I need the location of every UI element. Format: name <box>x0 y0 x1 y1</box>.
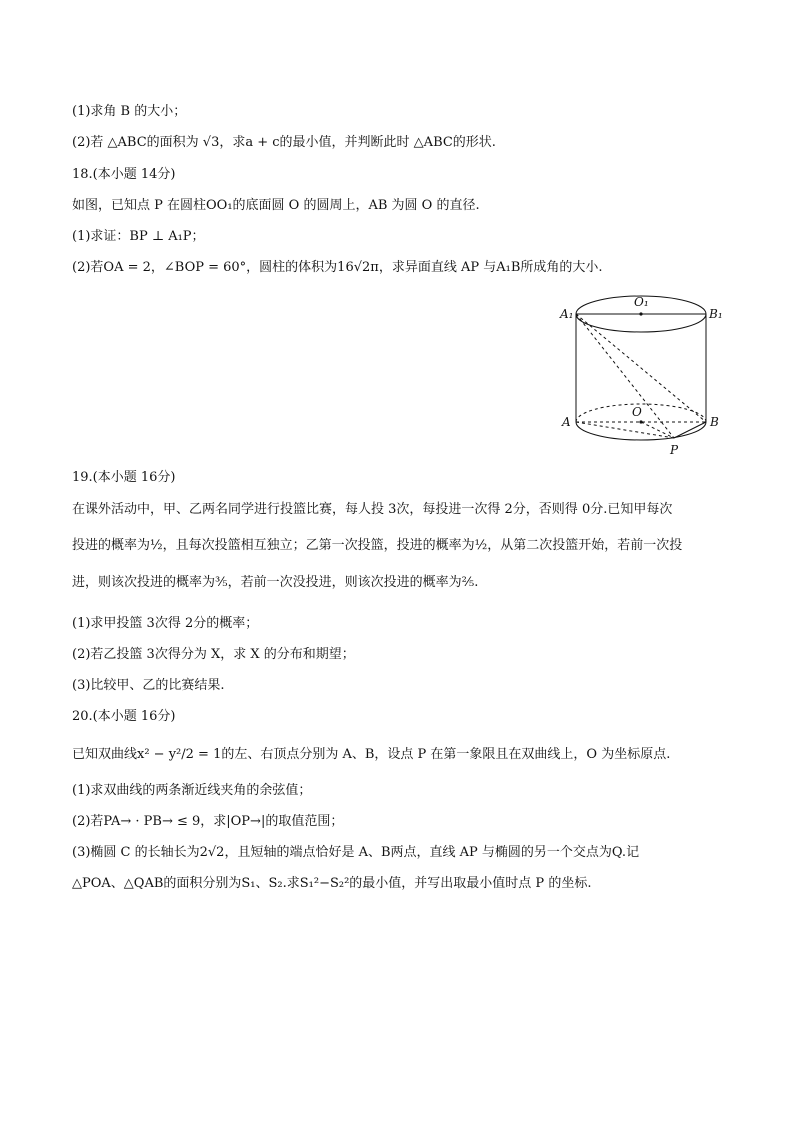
segment-ap <box>576 422 674 438</box>
q20-part2: (2)若PA→ · PB→ ≤ 9，求|OP→|的取值范围； <box>72 814 344 829</box>
q19-stem-line3: 进，则该次投进的概率为⅗，若前一次没投进，则该次投进的概率为⅖. <box>72 575 479 590</box>
q18-stem: 如图，已知点 P 在圆柱OO₁的底面圆 O 的圆周上，AB 为圆 O 的直径. <box>72 198 480 213</box>
q19-heading: 19.(本小题 16分) <box>72 470 176 485</box>
cylinder-figure <box>556 292 726 462</box>
q19-part1: (1)求甲投篮 3次得 2分的概率； <box>72 616 259 631</box>
label-o1: O₁ <box>634 295 649 309</box>
label-p: P <box>670 443 679 457</box>
label-o: O <box>632 405 642 419</box>
point-o1 <box>639 312 642 315</box>
q18-heading: 18.(本小题 14分) <box>72 167 176 182</box>
q17-part2: (2)若 △ABC的面积为 √3，求a + c的最小值，并判断此时 △ABC的形状. <box>72 135 496 150</box>
label-a: A <box>562 415 571 429</box>
q19-stem-line1: 在课外活动中，甲、乙两名同学进行投篮比赛，每人投 3次，每投进一次得 2分，否则得 0分.已知甲每次 <box>72 502 673 517</box>
q20-stem: 已知双曲线x² − y²/2 = 1的左、右顶点分别为 A、B，设点 P 在第一象限且在双曲线上，O 为坐标原点. <box>72 747 671 762</box>
q18-part1: (1)求证：BP ⊥ A₁P； <box>72 229 205 244</box>
label-a1: A₁ <box>560 307 574 321</box>
q20-part3-line2: △POA、△QAB的面积分别为S₁、S₂.求S₁²−S₂²的最小值，并写出取最小值时点 P 的坐标. <box>72 876 592 891</box>
q18-part2: (2)若OA = 2，∠BOP = 60°，圆柱的体积为16√2π，求异面直线 AP 与A₁B所成角的大小. <box>72 260 603 275</box>
q17-part1: (1)求角 B 的大小； <box>72 104 187 119</box>
label-b: B <box>710 415 719 429</box>
q19-part3: (3)比较甲、乙的比赛结果. <box>72 678 225 693</box>
q20-heading: 20.(本小题 16分) <box>72 709 176 724</box>
q19-part2: (2)若乙投篮 3次得分为 X，求 X 的分布和期望； <box>72 647 355 662</box>
q19-stem-line2: 投进的概率为½，且每次投篮相互独立；乙第一次投篮，投进的概率为½，从第二次投篮开始，若前一次投 <box>72 538 683 553</box>
segment-a1p <box>576 314 674 438</box>
label-b1: B₁ <box>709 307 723 321</box>
segment-bp <box>674 422 706 438</box>
segment-op <box>641 422 674 438</box>
q20-part1: (1)求双曲线的两条渐近线夹角的余弦值； <box>72 783 312 798</box>
cylinder-diagram <box>556 292 726 462</box>
point-o <box>639 420 642 423</box>
q20-part3-line1: (3)椭圆 C 的长轴长为2√2，且短轴的端点恰好是 A、B两点，直线 AP 与椭圆的另一个交点为Q.记 <box>72 845 640 860</box>
